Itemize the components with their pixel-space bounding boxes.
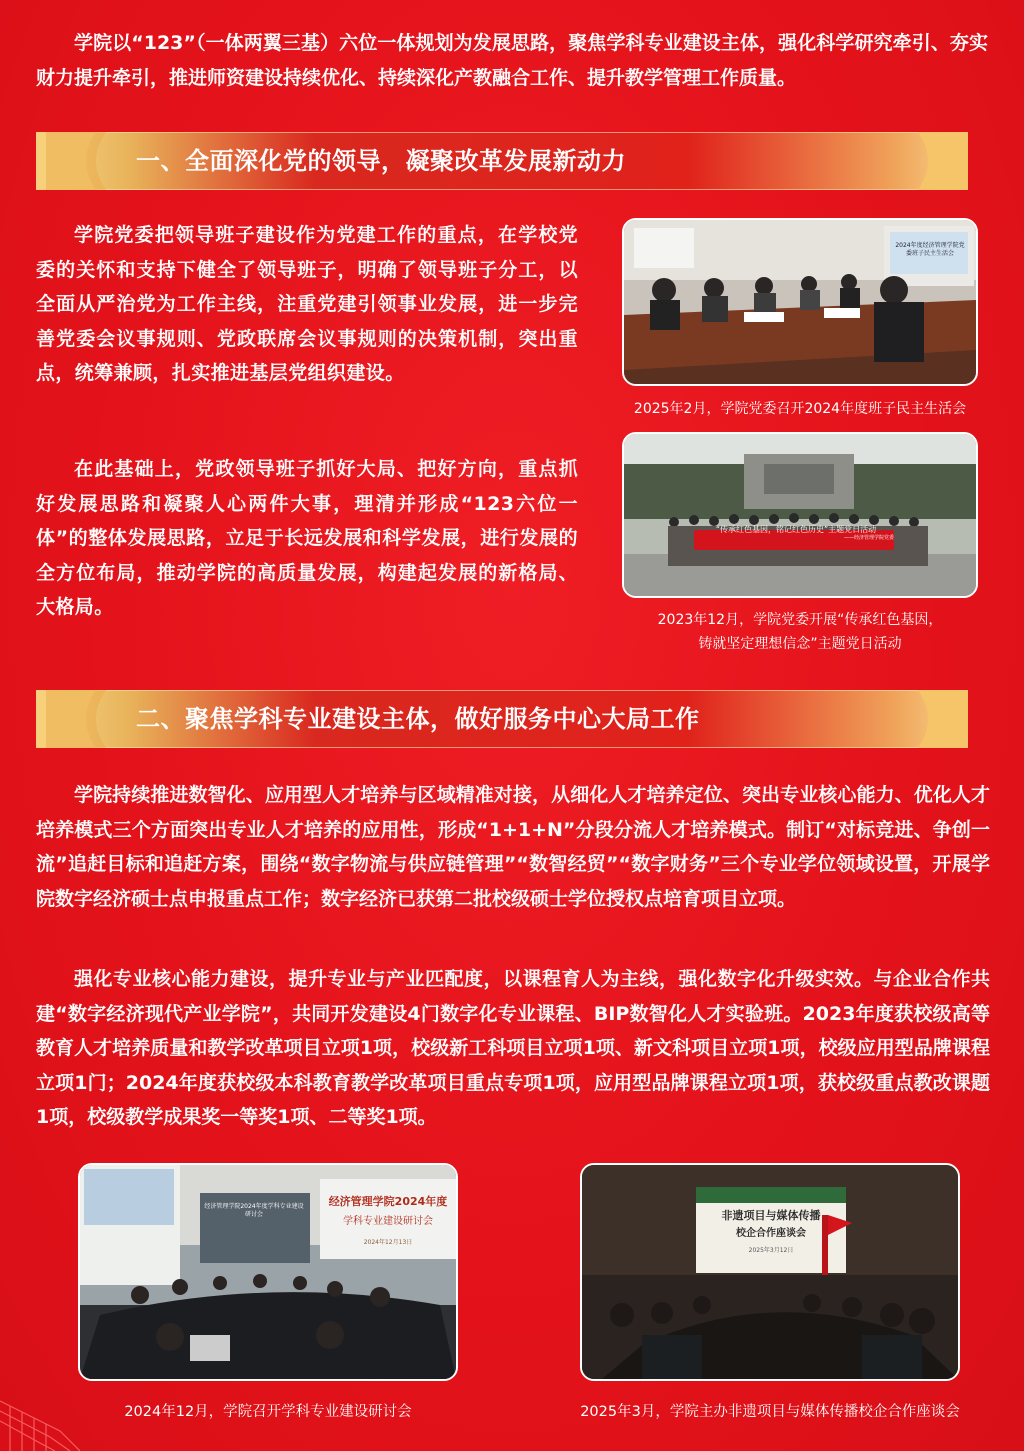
section2-banner xyxy=(36,690,968,748)
photo3-small-screen: 经济管理学院2024年度学科专业建设研讨会 xyxy=(204,1203,304,1218)
photo1-screen-text: 2024年度经济管理学院党委班子民主生活会 xyxy=(895,242,965,257)
intro-paragraph: 学院以“123”（一体两翼三基）六位一体规划为发展思路，聚焦学科专业建设主体，强化科学研究牵引、夯实财力提升牵引，推进师资建设持续优化、持续深化产教融合工作、提升教学管理工作质量。 xyxy=(36,32,988,89)
section2-paragraph-1: 学院持续推进数智化、应用型人才培养与区域精准对接，从细化人才培养定位、突出专业核心能力、优化人才培养模式三个方面突出专业人才培养的应用性，形成“1+1+N”分段分流人才培养模式。制订“对标竞进、争创一流”追赶目标和追赶方案，围绕“数字物流与供应链管理”“数智经贸”“数字财务”三个专业学位领域设置，开展学院数字经济硕士点申报重点工作；数字经济已获第二批校级硕士学位授权点培育项目立项。 xyxy=(36,784,990,910)
photo3-caption: 2024年12月，学院召开学科专业建设研讨会 xyxy=(124,1404,412,1420)
banner-right-ornament xyxy=(898,690,968,748)
photo2-caption-line1: 2023年12月，学院党委开展“传承红色基因， xyxy=(657,612,943,628)
photo-democratic-life-meeting xyxy=(622,218,978,386)
group-photo-illustration xyxy=(624,434,976,596)
photo2-banner-sub: ——经济管理学院党委 xyxy=(843,535,894,541)
photo1-caption: 2025年2月，学院党委召开2024年度班子民主生活会 xyxy=(633,401,967,417)
building-outline-decoration xyxy=(0,1361,80,1451)
banner-left-ornament xyxy=(36,690,106,748)
photo-discipline-seminar xyxy=(78,1163,458,1381)
photo4-screen-sub: 校企合作座谈会 xyxy=(736,1228,806,1239)
section2-paragraph-2: 强化专业核心能力建设，提升专业与产业匹配度，以课程育人为主线，强化数字化升级实效。与企业合作共建“数字经济现代产业学院”，共同开发建设4门数字化专业课程、BIP数智化人才实验班。2023年度获校级高等教育人才培养质量和教学改革项目立项1项，校级新工科项目立项1项、新文科项目立项1项，校级应用型品牌课程立项1门；2024年度获校级本科教育教学改革项目重点专项1项，应用型品牌课程立项1项，获校级重点教改课题1项，校级教学成果奖一等奖1项、二等奖1项。 xyxy=(36,968,990,1128)
banner-left-ornament xyxy=(36,132,106,190)
photo4-screen-title: 非遗项目与媒体传播 xyxy=(721,1209,821,1222)
photo-heritage-media-forum xyxy=(580,1163,960,1381)
photo4-screen-date: 2025年3月12日 xyxy=(748,1247,794,1254)
photo4-caption: 2025年3月，学院主办非遗项目与媒体传播校企合作座谈会 xyxy=(580,1404,960,1420)
section1-title: 一、全面深化党的领导，凝聚改革发展新动力 xyxy=(136,147,626,175)
photo2-caption-line2: 铸就坚定理想信念”主题党日活动 xyxy=(698,636,902,652)
photo3-screen-sub: 学科专业建设研讨会 xyxy=(343,1216,433,1227)
photo3-screen-title: 经济管理学院2024年度 xyxy=(328,1195,448,1208)
banner-right-ornament xyxy=(898,132,968,190)
photo-party-day-activity xyxy=(622,432,978,598)
section1-banner xyxy=(36,132,968,190)
section1-paragraph-1: 学院党委把领导班子建设作为党建工作的重点，在学校党委的关怀和支持下健全了领导班子，明确了领导班子分工，以全面从严治党为工作主线，注重党建引领事业发展，进一步完善党委会议事规则、党政联席会议事规则的决策机制，突出重点，统筹兼顾，扎实推进基层党组织建设。 xyxy=(36,224,578,384)
forum-room-illustration xyxy=(582,1165,958,1379)
section1-paragraph-2: 在此基础上，党政领导班子抓好大局、把好方向，重点抓好发展思路和凝聚人心两件大事，理清并形成“123六位一体”的整体发展思路，立足于长远发展和科学发展，进行发展的全方位布局，推动学院的高质量发展，构建起发展的新格局、大格局。 xyxy=(36,458,578,618)
section2-title: 二、聚焦学科专业建设主体，做好服务中心大局工作 xyxy=(136,705,700,733)
photo2-banner-text: “传承红色基因，铭记红色历史”主题党日活动 xyxy=(715,525,877,534)
photo3-screen-date: 2024年12月13日 xyxy=(363,1239,413,1246)
